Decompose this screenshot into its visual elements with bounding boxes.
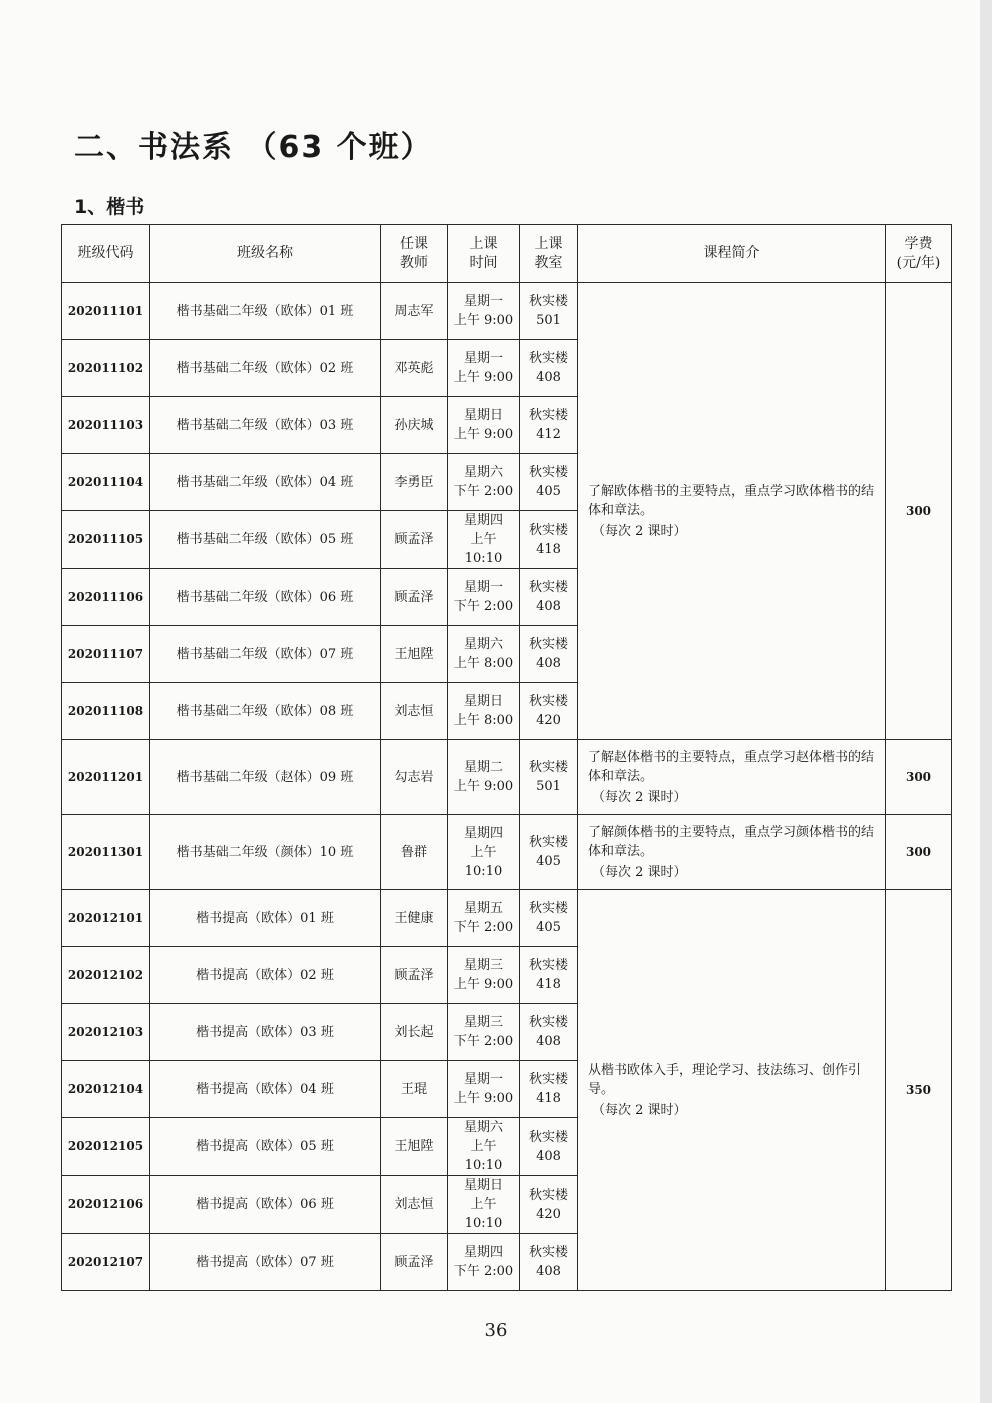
teacher-name: 勾志岩 — [381, 740, 448, 815]
teacher-name: 王旭陞 — [381, 1118, 448, 1176]
class-name: 楷书基础二年级（欧体）07 班 — [150, 626, 381, 683]
course-table — [61, 224, 952, 1291]
header-fee: 学费 (元/年) — [886, 225, 952, 283]
classroom: 秋实楼 405 — [520, 890, 578, 947]
class-code: 202011107 — [62, 626, 150, 683]
class-code: 202011201 — [62, 740, 150, 815]
tuition-fee: 300 — [886, 815, 952, 890]
table-row — [62, 283, 952, 340]
teacher-name: 王健康 — [381, 890, 448, 947]
class-code: 202011108 — [62, 683, 150, 740]
teacher-name: 刘志恒 — [381, 1176, 448, 1234]
teacher-name: 王琨 — [381, 1061, 448, 1118]
header-time: 上课 时间 — [448, 225, 520, 283]
teacher-name: 王旭陞 — [381, 626, 448, 683]
course-description: 从楷书欧体入手，理论学习、技法练习、创作引导。 （每次 2 课时） — [578, 890, 886, 1291]
class-code: 202011102 — [62, 340, 150, 397]
class-name: 楷书提高（欧体）07 班 — [150, 1234, 381, 1291]
page-number: 36 — [484, 1320, 508, 1341]
class-name: 楷书基础二年级（欧体）02 班 — [150, 340, 381, 397]
header-teacher: 任课 教师 — [381, 225, 448, 283]
header-room: 上课 教室 — [520, 225, 578, 283]
class-time: 星期二 上午 9:00 — [448, 740, 520, 815]
classroom: 秋实楼 408 — [520, 1004, 578, 1061]
teacher-name: 顾孟泽 — [381, 511, 448, 569]
table-row — [62, 740, 952, 815]
classroom: 秋实楼 408 — [520, 569, 578, 626]
class-code: 202011103 — [62, 397, 150, 454]
teacher-name: 鲁群 — [381, 815, 448, 890]
class-code: 202011101 — [62, 283, 150, 340]
class-name: 楷书提高（欧体）04 班 — [150, 1061, 381, 1118]
teacher-name: 邓英彪 — [381, 340, 448, 397]
classroom: 秋实楼 501 — [520, 283, 578, 340]
course-description: 了解赵体楷书的主要特点，重点学习赵体楷书的结体和章法。 （每次 2 课时） — [578, 740, 886, 815]
class-time: 星期三 下午 2:00 — [448, 1004, 520, 1061]
class-time: 星期一 下午 2:00 — [448, 569, 520, 626]
class-name: 楷书基础二年级（赵体）09 班 — [150, 740, 381, 815]
class-code: 202011104 — [62, 454, 150, 511]
class-time: 星期日 上午 9:00 — [448, 397, 520, 454]
table-row — [62, 890, 952, 947]
class-time: 星期三 上午 9:00 — [448, 947, 520, 1004]
class-code: 202011105 — [62, 511, 150, 569]
classroom: 秋实楼 418 — [520, 511, 578, 569]
class-time: 星期日 上午 10:10 — [448, 1176, 520, 1234]
classroom: 秋实楼 408 — [520, 626, 578, 683]
class-name: 楷书提高（欧体）06 班 — [150, 1176, 381, 1234]
class-code: 202012104 — [62, 1061, 150, 1118]
header-name: 班级名称 — [150, 225, 381, 283]
tuition-fee: 350 — [886, 890, 952, 1291]
class-time: 星期一 上午 9:00 — [448, 1061, 520, 1118]
classroom: 秋实楼 418 — [520, 1061, 578, 1118]
class-name: 楷书基础二年级（欧体）03 班 — [150, 397, 381, 454]
teacher-name: 刘志恒 — [381, 683, 448, 740]
course-description: 了解颜体楷书的主要特点，重点学习颜体楷书的结体和章法。 （每次 2 课时） — [578, 815, 886, 890]
class-time: 星期六 上午 10:10 — [448, 1118, 520, 1176]
classroom: 秋实楼 412 — [520, 397, 578, 454]
course-description: 了解欧体楷书的主要特点，重点学习欧体楷书的结体和章法。 （每次 2 课时） — [578, 283, 886, 740]
class-time: 星期六 上午 8:00 — [448, 626, 520, 683]
class-name: 楷书基础二年级（欧体）08 班 — [150, 683, 381, 740]
teacher-name: 顾孟泽 — [381, 947, 448, 1004]
class-name: 楷书基础二年级（颜体）10 班 — [150, 815, 381, 890]
class-code: 202012101 — [62, 890, 150, 947]
classroom: 秋实楼 501 — [520, 740, 578, 815]
class-name: 楷书基础二年级（欧体）05 班 — [150, 511, 381, 569]
teacher-name: 顾孟泽 — [381, 1234, 448, 1291]
class-code: 202012105 — [62, 1118, 150, 1176]
class-code: 202011106 — [62, 569, 150, 626]
teacher-name: 顾孟泽 — [381, 569, 448, 626]
class-name: 楷书基础二年级（欧体）04 班 — [150, 454, 381, 511]
classroom: 秋实楼 408 — [520, 1118, 578, 1176]
class-time: 星期一 上午 9:00 — [448, 340, 520, 397]
section-title: 二、书法系 （63 个班） — [74, 130, 433, 165]
teacher-name: 李勇臣 — [381, 454, 448, 511]
classroom: 秋实楼 408 — [520, 1234, 578, 1291]
class-time: 星期六 下午 2:00 — [448, 454, 520, 511]
teacher-name: 孙庆城 — [381, 397, 448, 454]
class-time: 星期一 上午 9:00 — [448, 283, 520, 340]
class-code: 202012102 — [62, 947, 150, 1004]
class-time: 星期四 上午 10:10 — [448, 511, 520, 569]
class-name: 楷书提高（欧体）01 班 — [150, 890, 381, 947]
header-desc: 课程简介 — [578, 225, 886, 283]
class-name: 楷书基础二年级（欧体）06 班 — [150, 569, 381, 626]
tuition-fee: 300 — [886, 740, 952, 815]
class-time: 星期日 上午 8:00 — [448, 683, 520, 740]
class-name: 楷书提高（欧体）03 班 — [150, 1004, 381, 1061]
class-name: 楷书提高（欧体）02 班 — [150, 947, 381, 1004]
class-name: 楷书提高（欧体）05 班 — [150, 1118, 381, 1176]
classroom: 秋实楼 418 — [520, 947, 578, 1004]
teacher-name: 刘长起 — [381, 1004, 448, 1061]
scan-edge — [980, 0, 992, 1403]
classroom: 秋实楼 405 — [520, 454, 578, 511]
class-time: 星期四 上午 10:10 — [448, 815, 520, 890]
classroom: 秋实楼 408 — [520, 340, 578, 397]
class-code: 202012107 — [62, 1234, 150, 1291]
table-row — [62, 815, 952, 890]
class-time: 星期四 下午 2:00 — [448, 1234, 520, 1291]
subsection-title: 1、楷书 — [74, 196, 145, 218]
classroom: 秋实楼 420 — [520, 1176, 578, 1234]
table-body — [62, 283, 952, 1291]
header-code: 班级代码 — [62, 225, 150, 283]
teacher-name: 周志军 — [381, 283, 448, 340]
class-code: 202012106 — [62, 1176, 150, 1234]
table-header-row — [62, 225, 952, 283]
classroom: 秋实楼 420 — [520, 683, 578, 740]
class-code: 202011301 — [62, 815, 150, 890]
class-name: 楷书基础二年级（欧体）01 班 — [150, 283, 381, 340]
classroom: 秋实楼 405 — [520, 815, 578, 890]
class-time: 星期五 下午 2:00 — [448, 890, 520, 947]
tuition-fee: 300 — [886, 283, 952, 740]
class-code: 202012103 — [62, 1004, 150, 1061]
